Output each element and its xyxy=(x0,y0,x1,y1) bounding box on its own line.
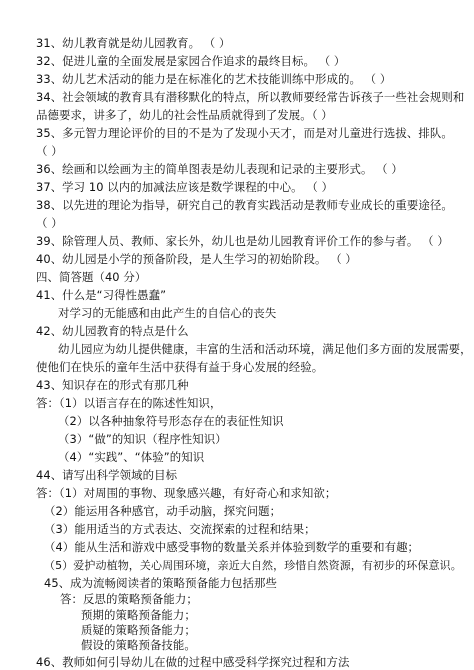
answer-42: 幼儿园应为幼儿提供健康，丰富的生活和活动环境，满足他们多方面的发展需要， xyxy=(58,342,472,356)
answer-45-4: 假设的策略预备技能。 xyxy=(81,638,196,652)
section-heading: 四、简答题（40 分） xyxy=(36,270,147,284)
question-34-cont: 品德要求，讲多了，幼儿的社会性品质就得到了发展。（ ） xyxy=(36,108,333,122)
answer-43-1: 答：（1）以语言存在的陈述性知识， xyxy=(36,396,222,410)
question-32: 32、促进儿童的全面发展是家园合作追求的最终目标。 （ ） xyxy=(36,54,346,68)
question-39: 39、除管理人员、教师、家长外，幼儿也是幼儿园教育评价工作的参与者。 （ ） xyxy=(36,234,449,248)
answer-41: 对学习的无能感和由此产生的自信心的丧失 xyxy=(58,306,277,320)
answer-43-2: （2）以各种抽象符号形态存在的表征性知识 xyxy=(58,414,284,428)
question-34: 34、社会领域的教育具有潜移默化的特点，所以教师要经常告诉孩子一些社会规则和 xyxy=(36,90,465,104)
question-41: 41、什么是“习得性愚蠢” xyxy=(36,288,167,302)
answer-45-2: 预期的策略预备能力； xyxy=(81,608,196,622)
question-45: 45、成为流畅阅读者的策略预备能力包括那些 xyxy=(44,576,278,590)
question-44: 44、请写出科学领域的目标 xyxy=(36,468,178,482)
answer-43-3: （3）“做”的知识（程序性知识） xyxy=(58,432,227,446)
answer-44-3: （3）能用适当的方式表达、交流探索的过程和结果； xyxy=(44,522,316,536)
answer-42-cont: 使他们在快乐的童年生活中获得有益于身心发展的经验。 xyxy=(36,360,324,374)
question-42: 42、幼儿园教育的特点是什么 xyxy=(36,324,189,338)
question-43: 43、知识存在的形式有那几种 xyxy=(36,378,189,392)
question-33: 33、幼儿艺术活动的能力是在标准化的艺术技能训练中形成的。 （ ） xyxy=(36,72,392,86)
answer-45-1: 答：反思的策略预备能力； xyxy=(60,592,198,606)
question-35: 35、多元智力理论评价的目的不是为了发现小天才，而是对儿童进行选拔、排队。 xyxy=(36,126,453,140)
answer-44-1: 答：（1）对周围的事物、现象感兴趣，有好奇心和求知欲； xyxy=(36,486,337,500)
question-36: 36、绘画和以绘画为主的简单图表是幼儿表现和记录的主要形式。 （ ） xyxy=(36,162,403,176)
question-31: 31、幼儿教育就是幼儿园教育。 （ ） xyxy=(36,36,231,50)
question-35-cont: （ ） xyxy=(36,144,63,158)
answer-45-3: 质疑的策略预备能力； xyxy=(81,623,196,637)
answer-44-4: （4）能从生活和游戏中感受事物的数量关系并体验到数学的重要和有趣； xyxy=(44,540,420,554)
question-37: 37、学习 10 以内的加减法应该是数学课程的中心。 （ ） xyxy=(36,180,334,194)
answer-43-4: （4）“实践”、“体验”的知识 xyxy=(58,450,205,464)
question-38-cont: （ ） xyxy=(36,216,63,230)
question-38: 38、以先进的理论为指导，研究自己的教育实践活动是教师专业成长的重要途径。 xyxy=(36,198,453,212)
question-40: 40、幼儿园是小学的预备阶段，是人生学习的初始阶段。 （ ） xyxy=(36,252,357,266)
answer-44-5: （5）爱护动植物，关心周围环境，亲近大自然，珍惜自然资源，有初步的环保意识。 xyxy=(44,559,462,572)
question-46: 46、教师如何引导幼儿在做的过程中感受科学探究过程和方法 xyxy=(36,655,350,669)
answer-44-2: （2）能运用各种感官，动手动脑，探究问题； xyxy=(44,504,282,518)
